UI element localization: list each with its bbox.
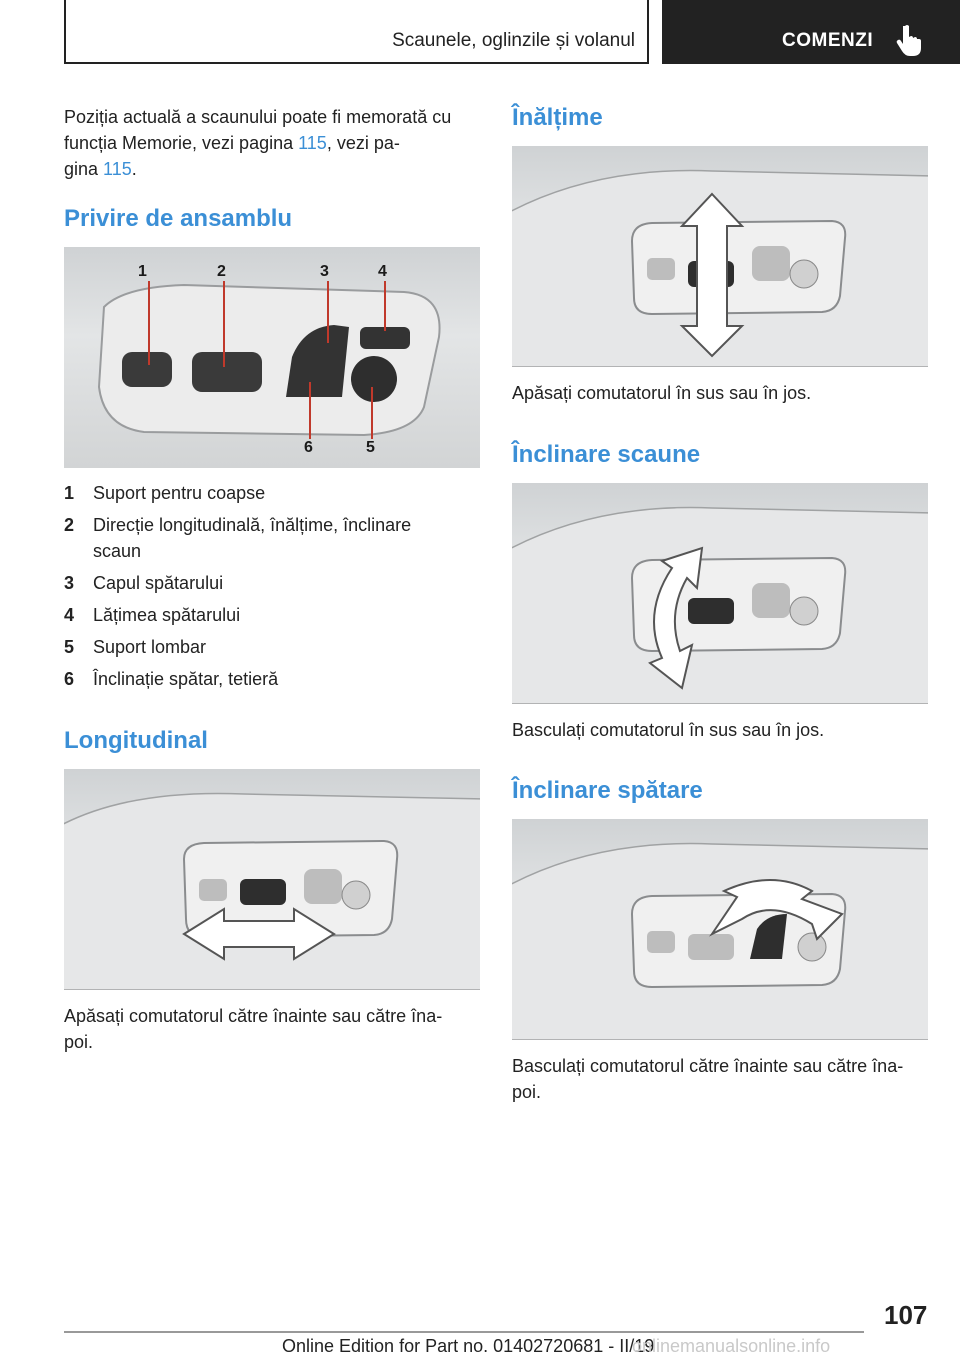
callout-4: 4 xyxy=(378,263,387,280)
callout-2: 2 xyxy=(217,263,226,280)
longitudinal-image xyxy=(64,769,480,990)
list-item-number: 2 xyxy=(64,515,75,535)
longitudinal-heading: Longitudinal xyxy=(64,727,208,754)
chapter-header xyxy=(64,0,649,64)
longitudinal-description: Apăsați comutatorul către înainte sau către îna-poi. xyxy=(64,1006,443,1052)
list-item-label: Înclinație spătar, tetieră xyxy=(93,669,279,689)
pointing-hand-icon xyxy=(896,24,922,56)
page-number: 107 xyxy=(884,1300,928,1330)
page-link-115[interactable]: 115 xyxy=(298,133,327,153)
section-title: COMENZI xyxy=(782,30,874,51)
section-tab[interactable] xyxy=(662,0,960,64)
thigh-support-switch xyxy=(122,352,172,387)
backrest-tilt-description: Basculați comutatorul către înainte sau către îna-poi. xyxy=(512,1056,904,1102)
callout-5: 5 xyxy=(366,439,375,456)
intro-text: gina xyxy=(64,159,104,179)
list-item-number: 6 xyxy=(64,669,75,689)
seat-controls-overview-image xyxy=(64,247,480,468)
backrest-tilt-image xyxy=(512,819,928,1040)
list-item-number: 4 xyxy=(64,605,75,625)
overview-heading: Privire de ansamblu xyxy=(64,205,293,232)
list-item-label: Lățimea spătarului xyxy=(93,605,241,625)
intro-paragraph xyxy=(64,104,484,182)
callout-6: 6 xyxy=(304,439,313,456)
footer-divider xyxy=(64,1331,864,1333)
intro-text: funcția Memorie, vezi pagina xyxy=(64,133,299,153)
list-item-label: Capul spătarului xyxy=(93,573,224,593)
height-description: Apăsați comutatorul în sus sau în jos. xyxy=(512,383,812,403)
list-item-label: Direcție longitudinală, înălțime, înclinare scaun xyxy=(93,515,412,561)
lumbar-support-switch xyxy=(351,356,397,402)
callout-1: 1 xyxy=(138,263,147,280)
list-item-label: Suport lombar xyxy=(93,637,207,657)
edition-info: Online Edition for Part no. 01402720681 - II/19 xyxy=(282,1336,655,1356)
callout-3: 3 xyxy=(320,263,329,280)
list-item-number: 3 xyxy=(64,573,75,593)
intro-text: . xyxy=(131,159,137,179)
list-item-label: Suport pentru coapse xyxy=(93,483,266,503)
backrest-tilt-heading: Înclinare spătare xyxy=(512,777,703,804)
seat-tilt-heading: Înclinare scaune xyxy=(512,441,701,468)
height-image xyxy=(512,146,928,367)
list-item-number: 5 xyxy=(64,637,75,657)
watermark: onlinemanualsonline.info xyxy=(632,1336,831,1356)
intro-text: , vezi pa- xyxy=(326,133,400,153)
intro-text: Poziția actuală a scaunului poate fi memorată cu xyxy=(64,107,452,127)
page-link-115[interactable]: 115 xyxy=(103,159,132,179)
seat-tilt-description: Basculați comutatorul în sus sau în jos. xyxy=(512,720,825,740)
seat-switch xyxy=(192,352,262,392)
list-item-number: 1 xyxy=(64,483,75,503)
seat-tilt-image xyxy=(512,483,928,704)
chapter-title: Scaunele, oglinzile și volanul xyxy=(392,30,635,51)
height-heading: Înălțime xyxy=(512,104,603,131)
